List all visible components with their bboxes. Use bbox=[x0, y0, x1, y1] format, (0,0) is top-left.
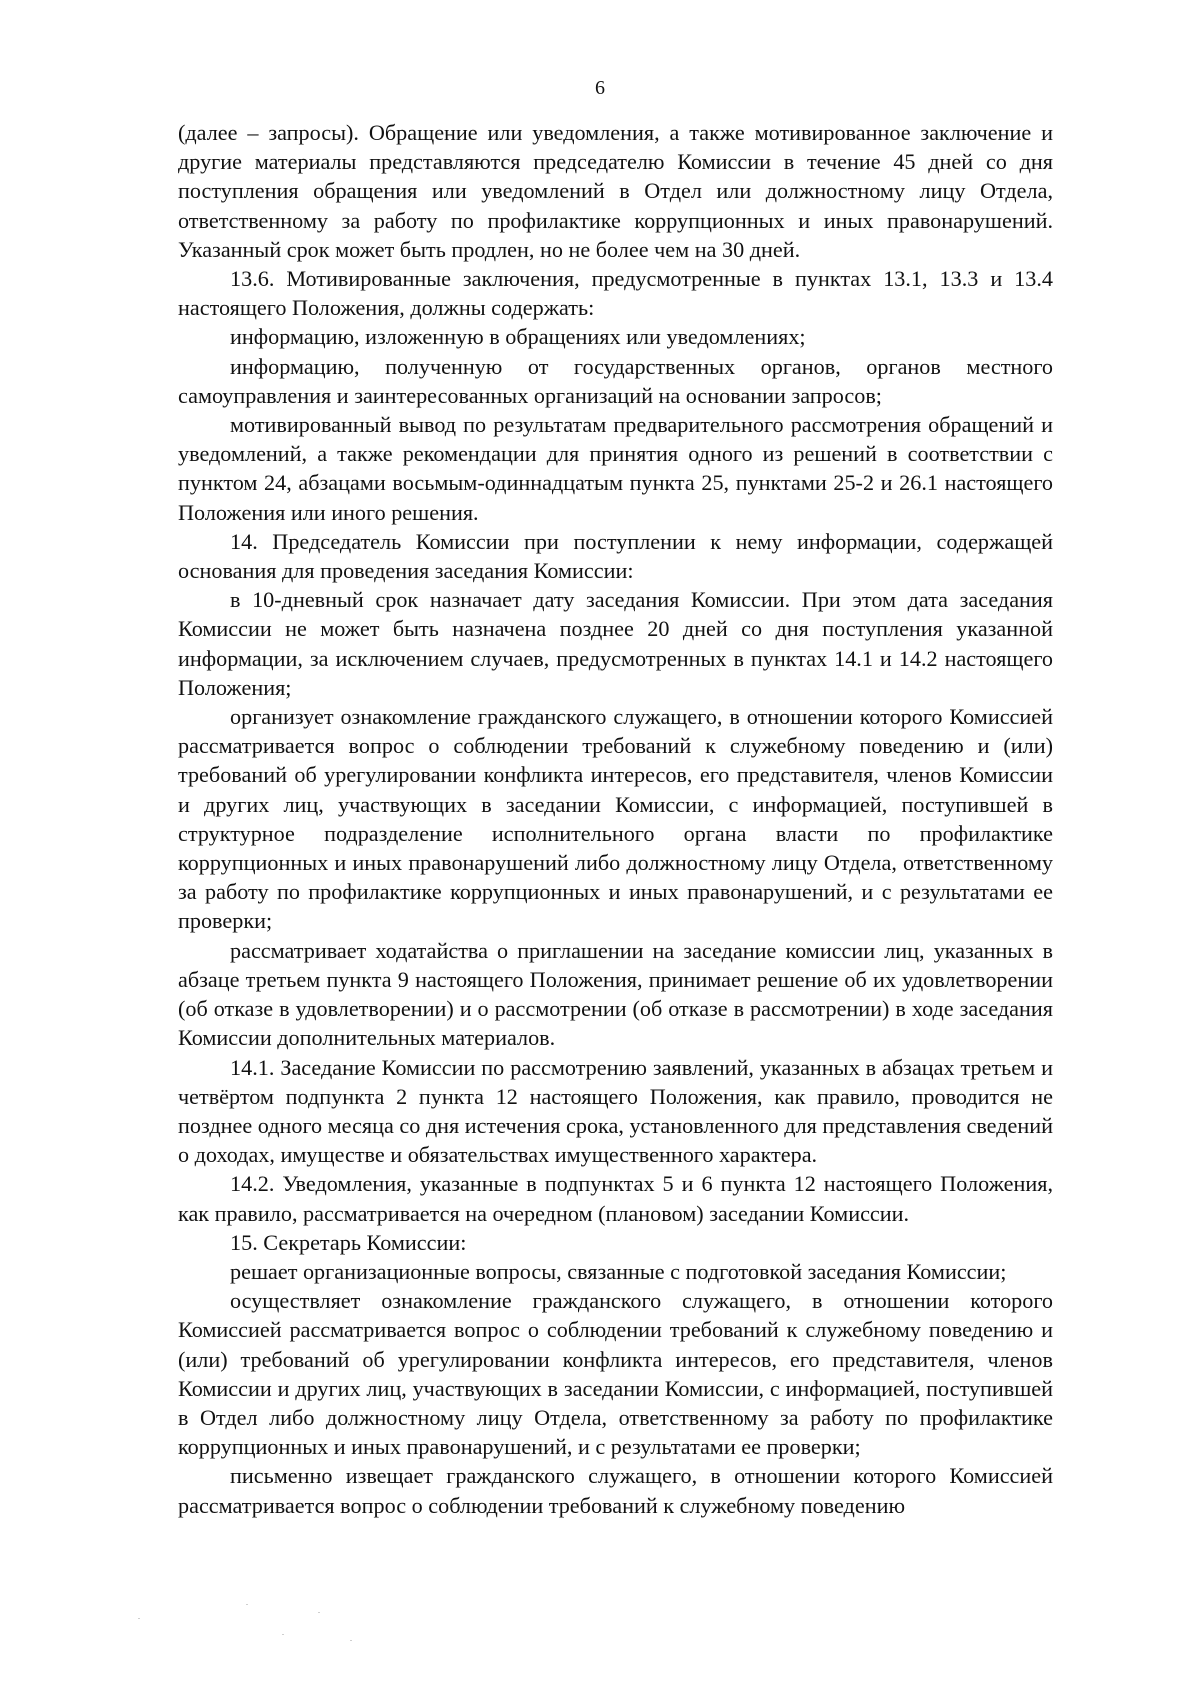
scan-speck bbox=[138, 1618, 140, 1619]
paragraph-14: 14. Председатель Комиссии при поступлении к нему информации, содержащей основания для проведения заседания Комиссии: bbox=[178, 528, 1053, 584]
paragraph-list-item: осуществляет ознакомление гражданского служащего, в отношении которого Комиссией рассматривается вопрос о соблюдении требований к служебному поведению и (или) требований об урегулировании конфликта интересов, его представителя, членов Комиссии и других лиц, участвующих в заседании Комиссии, с информацией, поступившей в Отдел либо должностному лицу Отдела, ответственному за работу по профилактике коррупционных и иных правонарушений, и с результатами ее проверки; bbox=[178, 1288, 1053, 1460]
paragraph-list-item: письменно извещает гражданского служащего, в отношении которого Комиссией рассматривается вопрос о соблюдении требований к служебному поведению bbox=[178, 1463, 1053, 1518]
paragraph-list-item: рассматривает ходатайства о приглашении на заседание комиссии лиц, указанных в абзаце третьем пункта 9 настоящего Положения, принимает решение об их удовлетворении (об отказе в удовлетворении) и о рассмотрении (об отказе в рассмотрении) в ходе заседания Комиссии дополнительных материалов. bbox=[178, 937, 1053, 1051]
scan-speck bbox=[350, 1640, 352, 1641]
paragraph-list-item: организует ознакомление гражданского служащего, в отношении которого Комиссией рассматривается вопрос о соблюдении требований к служебному поведению и (или) требований об урегулировании конфликта интересов, его представителя, членов Комиссии и других лиц, участвующих в заседании Комиссии, с информацией, поступившей в структурное подразделение исполнительного органа власти по профилактике коррупционных и иных правонарушений либо должностному лицу Отдела, ответственному за работу по профилактике коррупционных и иных правонарушений, и с результатами ее проверки; bbox=[178, 704, 1053, 934]
paragraph-list-item: в 10-дневный срок назначает дату заседания Комиссии. При этом дата заседания Комиссии не может быть назначена позднее 20 дней со дня поступления указанной информации, за исключением случаев, предусмотренных в пунктах 14.1 и 14.2 настоящего Положения; bbox=[178, 587, 1053, 700]
paragraph-list-item: решает организационные вопросы, связанные с подготовкой заседания Комиссии; bbox=[230, 1258, 1007, 1284]
document-body bbox=[178, 118, 1053, 1520]
scan-speck bbox=[282, 1634, 284, 1635]
paragraph-list-item: мотивированный вывод по результатам предварительного рассмотрения обращений и уведомлений, а также рекомендации для принятия одного из решений в соответствии с пунктом 24, абзацами восьмым-одиннадцатым пункта 25, пунктами 25-2 и 26.1 настоящего Положения или иного решения. bbox=[178, 412, 1053, 525]
paragraph-14-1: 14.1. Заседание Комиссии по рассмотрению заявлений, указанных в абзацах третьем и четвёртом подпункта 2 пункта 12 настоящего Положения, как правило, проводится не позднее одного месяца со дня истечения срока, установленного для представления сведений о доходах, имуществе и обязательствах имущественного характера. bbox=[178, 1054, 1053, 1168]
paragraph-13-6: 13.6. Мотивированные заключения, предусмотренные в пунктах 13.1, 13.3 и 13.4 настоящего Положения, должны содержать: bbox=[178, 266, 1053, 321]
paragraph-list-item: информацию, изложенную в обращениях или уведомлениях; bbox=[230, 324, 806, 350]
scan-speck bbox=[318, 1612, 320, 1613]
page-number: 6 bbox=[595, 77, 605, 99]
paragraph-continuation: (далее – запросы). Обращение или уведомления, а также мотивированное заключение и другие материалы представляются председателю Комиссии в течение 45 дней со дня поступления обращения или уведомлений в Отдел или должностному лицу Отдела, ответственному за работу по профилактике коррупционных и иных правонарушений. Указанный срок может быть продлен, но не более чем на 30 дней. bbox=[178, 120, 1053, 262]
paragraph-list-item: информацию, полученную от государственных органов, органов местного самоуправления и заинтересованных организаций на основании запросов; bbox=[178, 353, 1053, 408]
paragraph-14-2: 14.2. Уведомления, указанные в подпунктах 5 и 6 пункта 12 настоящего Положения, как правило, рассматривается на очередном (плановом) заседании Комиссии. bbox=[178, 1171, 1053, 1226]
paragraph-15: 15. Секретарь Комиссии: bbox=[230, 1229, 467, 1255]
scan-speck bbox=[246, 1604, 248, 1605]
